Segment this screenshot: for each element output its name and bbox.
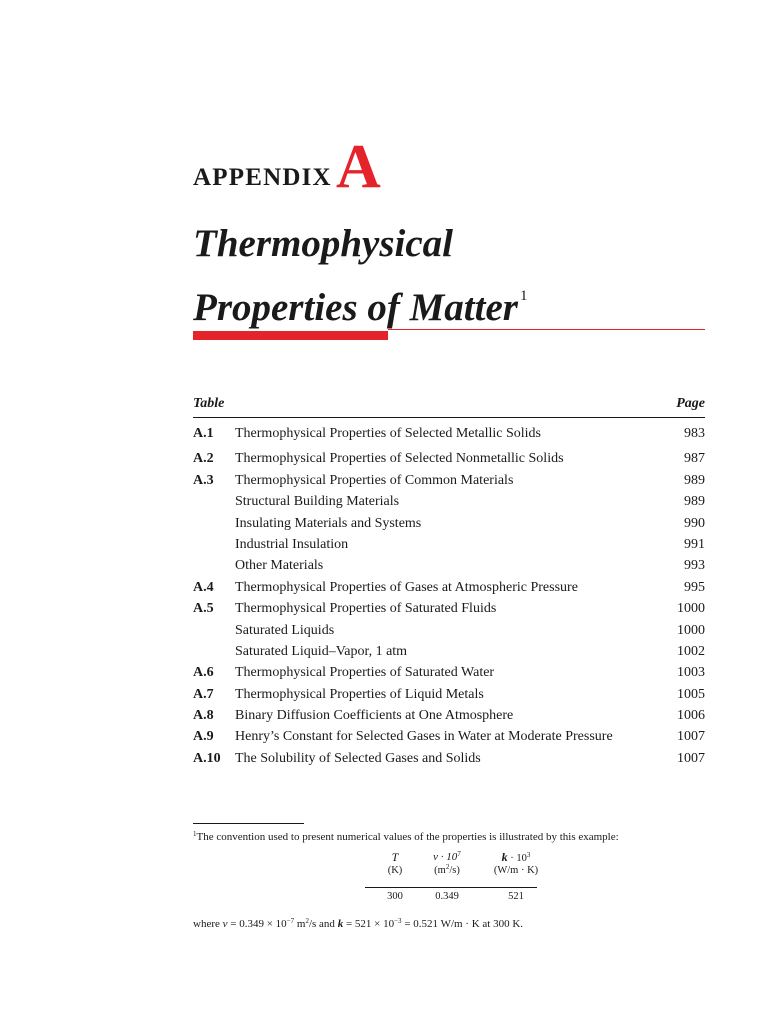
example-rule xyxy=(365,887,537,888)
table-number: A.9 xyxy=(193,729,214,745)
example-unit-k: (K) xyxy=(387,865,403,876)
contents-row xyxy=(193,470,705,491)
footnote-rule xyxy=(193,823,304,824)
table-title: Industrial Insulation xyxy=(235,536,349,552)
contents-row xyxy=(193,641,705,662)
title-line-2 xyxy=(193,270,527,334)
page-number: 993 xyxy=(684,558,705,574)
footnote-mark: 1 xyxy=(193,830,197,838)
example-explanation: where $\nu = 0.349 \times 10^{-7}$ $m^2/s$ and $k = 521 \times 10^{-3} = 0.521$ W/m · K at 300 K. xyxy=(193,917,524,930)
accent-rule-thin xyxy=(388,329,705,330)
appendix-letter: A xyxy=(336,133,381,201)
page-number: 989 xyxy=(684,494,705,510)
table-title: Thermophysical Properties of Saturated Fluids xyxy=(235,601,497,617)
page-number: 1002 xyxy=(677,643,705,659)
page-number: 1007 xyxy=(677,729,705,745)
contents-row xyxy=(193,491,705,512)
page-number: 1000 xyxy=(677,622,705,638)
contents-row xyxy=(193,534,705,555)
example-value-k: 521 xyxy=(508,891,524,902)
table-title: Insulating Materials and Systems xyxy=(235,515,422,531)
table-number: A.5 xyxy=(193,601,214,617)
contents-row xyxy=(193,662,705,683)
page-number: 1003 xyxy=(677,665,705,681)
contents-row xyxy=(193,705,705,726)
table-title: Thermophysical Properties of Liquid Metals xyxy=(235,686,484,702)
table-number: A.10 xyxy=(193,750,221,766)
page-number: 1000 xyxy=(677,601,705,617)
page-title xyxy=(193,218,527,334)
page-number: 991 xyxy=(684,536,705,552)
example-unit-nu: $(m^2/s)$ xyxy=(434,863,460,876)
table-title: Henry’s Constant for Selected Gases in Water at Moderate Pressure xyxy=(235,729,613,745)
contents-row xyxy=(193,448,705,469)
contents-row xyxy=(193,598,705,619)
table-title: Saturated Liquids xyxy=(235,622,335,638)
contents-row xyxy=(193,513,705,534)
title-line-1: Thermophysical xyxy=(193,222,453,265)
table-title: Thermophysical Properties of Selected Metallic Solids xyxy=(235,426,541,441)
page-number: 1006 xyxy=(677,708,705,724)
contents-row xyxy=(193,748,705,769)
accent-rule-thick xyxy=(193,331,388,340)
table-number: A.6 xyxy=(193,665,214,681)
appendix-word: APPENDIX xyxy=(193,164,332,191)
title-footnote-mark: 1 xyxy=(519,288,528,304)
table-title: The Solubility of Selected Gases and Solids xyxy=(235,750,481,766)
table-number: A.4 xyxy=(193,579,214,595)
table-number: A.1 xyxy=(193,426,214,441)
table-number: A.3 xyxy=(193,472,214,488)
example-symbol-k: $k \cdot 10^3$ xyxy=(501,850,531,864)
example-symbol-nu: $\nu \cdot 10^7$ xyxy=(433,850,461,863)
example-symbol-t: T xyxy=(391,850,399,864)
contents-table xyxy=(193,393,705,769)
contents-rows xyxy=(193,423,705,769)
column-header-table: Table xyxy=(193,396,225,411)
table-title: Other Materials xyxy=(235,558,324,574)
example-col-temperature xyxy=(365,850,425,902)
table-number: A.7 xyxy=(193,686,214,702)
example-unit-k-conductivity: (W/m · K) xyxy=(493,865,539,876)
table-title: Binary Diffusion Coefficients at One Atmosphere xyxy=(235,708,514,724)
table-number: A.2 xyxy=(193,451,214,467)
footnote-body: The convention used to present numerical values of the properties is illustrated by this example: xyxy=(196,831,619,843)
page-number: 995 xyxy=(684,579,705,595)
table-title: Thermophysical Properties of Saturated Water xyxy=(235,665,495,681)
table-title: Thermophysical Properties of Selected Nonmetallic Solids xyxy=(235,451,564,467)
column-header-page: Page xyxy=(676,396,705,411)
example-value-t: 300 xyxy=(387,891,403,902)
contents-row xyxy=(193,684,705,705)
contents-row xyxy=(193,620,705,641)
page-number: 990 xyxy=(684,515,705,531)
contents-row xyxy=(193,423,705,444)
title-line-2-text: Properties of Matter xyxy=(193,286,518,329)
example-col-conductivity xyxy=(481,850,551,902)
page-number: 1007 xyxy=(677,750,705,766)
footnote-text xyxy=(193,830,619,843)
table-number: A.8 xyxy=(193,708,214,724)
table-title: Thermophysical Properties of Gases at Atmospheric Pressure xyxy=(235,579,578,595)
contents-row xyxy=(193,726,705,747)
table-title: Thermophysical Properties of Common Materials xyxy=(235,472,514,488)
page-number: 989 xyxy=(684,472,705,488)
contents-header xyxy=(193,393,705,418)
example-value-nu: 0.349 xyxy=(435,891,459,902)
table-title: Structural Building Materials xyxy=(235,494,400,510)
table-title: Saturated Liquid–Vapor, 1 atm xyxy=(235,643,408,659)
contents-row xyxy=(193,577,705,598)
page-number: 983 xyxy=(684,426,705,441)
page-number: 1005 xyxy=(677,686,705,702)
page-number: 987 xyxy=(684,451,705,467)
example-col-viscosity xyxy=(417,850,477,902)
contents-row xyxy=(193,555,705,576)
